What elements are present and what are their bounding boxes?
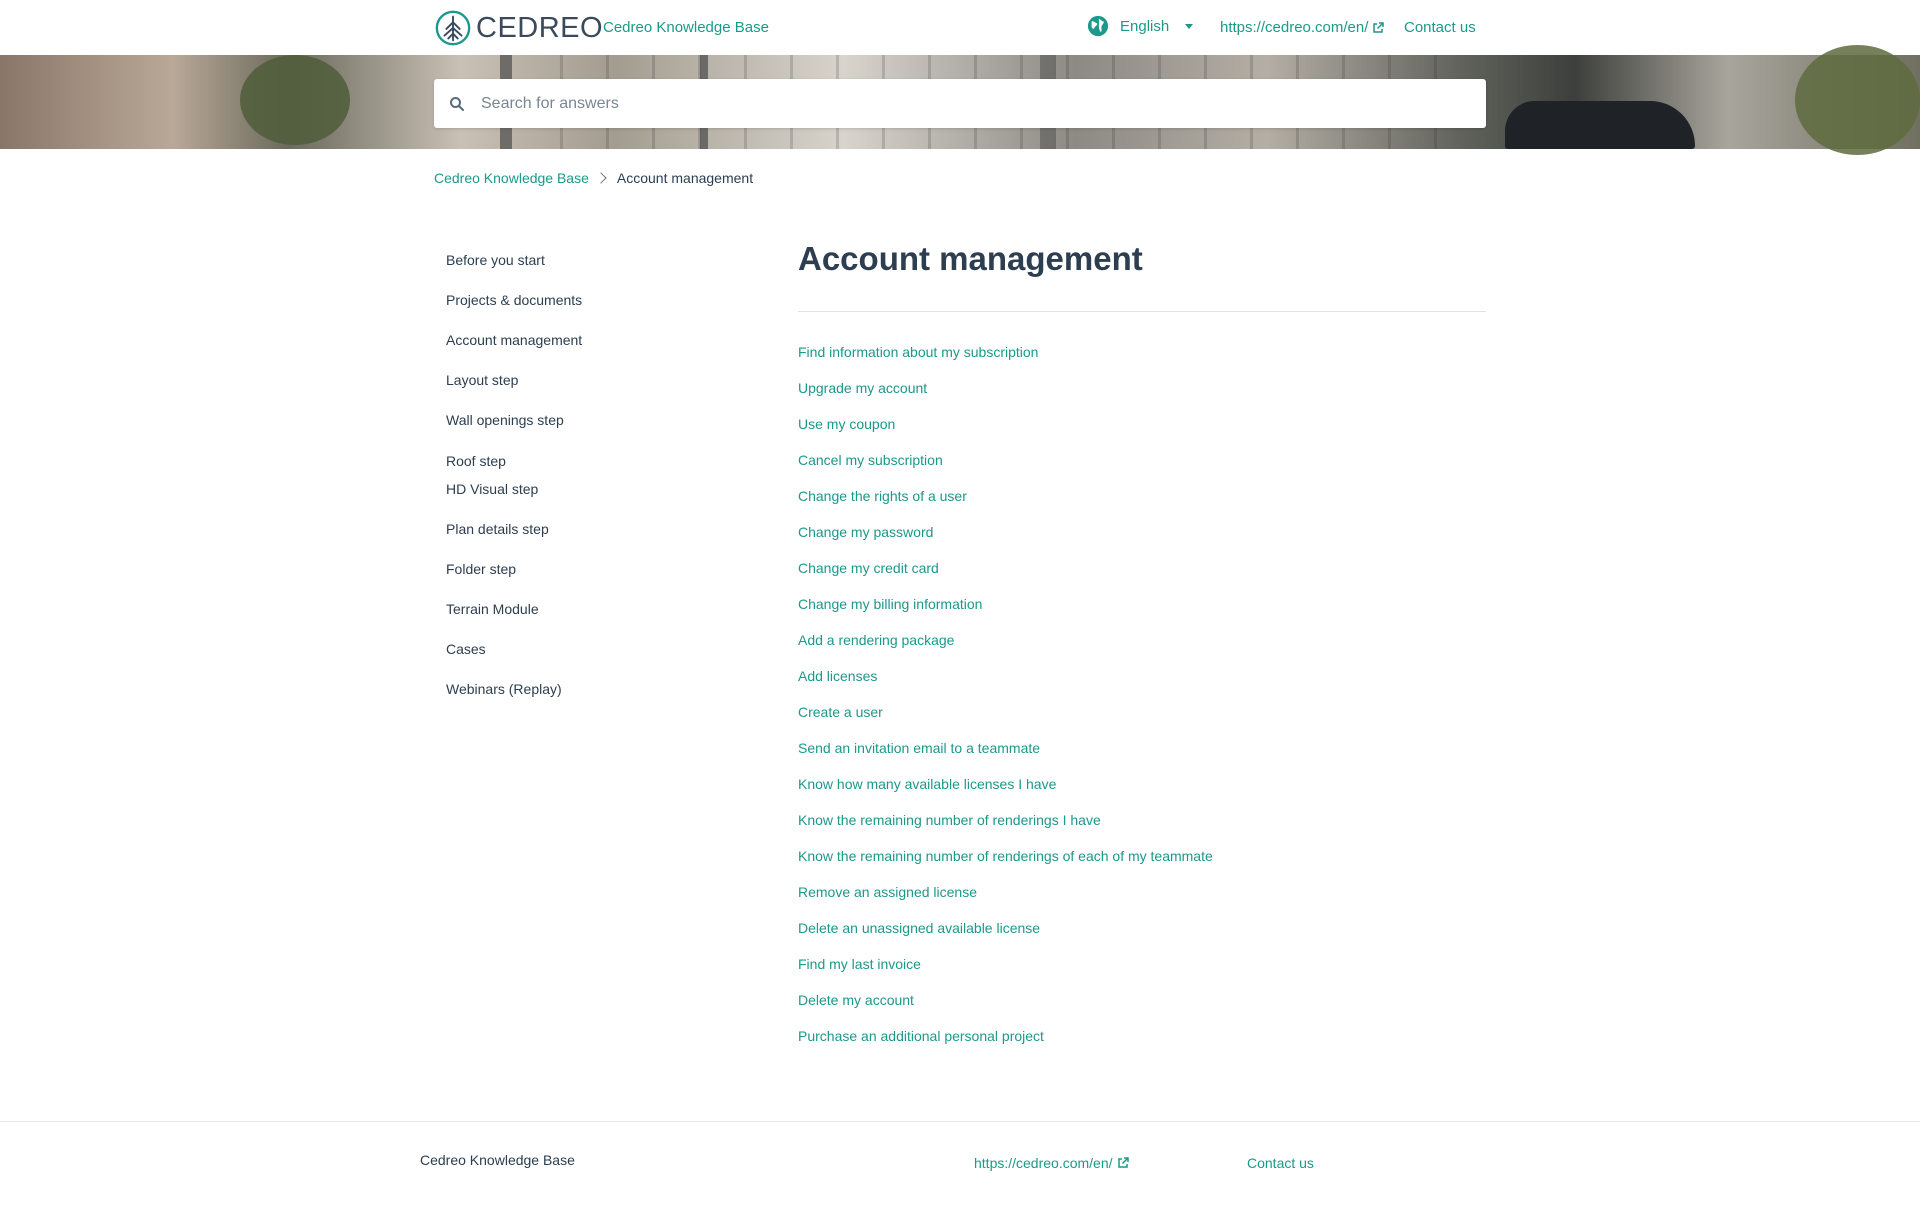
article-link[interactable]: Send an invitation email to a teammate — [798, 740, 1041, 756]
sidebar-item-plan-details-step[interactable]: Plan details step — [446, 521, 549, 537]
cedreo-site-link-label: https://cedreo.com/en/ — [1220, 19, 1369, 36]
article-link[interactable]: Know how many available licenses I have — [798, 776, 1057, 792]
chevron-right-icon — [595, 172, 606, 183]
sidebar-item-roof-step: Roof step — [446, 453, 506, 469]
article-link[interactable]: Know the remaining number of renderings I have — [798, 812, 1101, 828]
sidebar-item-terrain-module[interactable]: Terrain Module — [446, 601, 539, 617]
page-title: Account management — [798, 240, 1143, 277]
breadcrumb-home-link[interactable]: Cedreo Knowledge Base — [434, 170, 589, 186]
sidebar-item-webinars-replay[interactable]: Webinars (Replay) — [446, 681, 562, 697]
sidebar-item-cases[interactable]: Cases — [446, 641, 486, 657]
article-link[interactable]: Upgrade my account — [798, 380, 928, 396]
language-label: English — [1120, 17, 1170, 35]
hero-tree-decoration — [1795, 45, 1920, 155]
cedreo-tree-logo-icon — [434, 9, 472, 47]
article-link[interactable]: Know the remaining number of renderings of each of my teammate — [798, 848, 1213, 864]
knowledge-base-home-link[interactable]: Cedreo Knowledge Base — [603, 19, 769, 36]
globe-icon — [1087, 15, 1109, 37]
article-link[interactable]: Delete an unassigned available license — [798, 920, 1041, 936]
article-link[interactable]: Purchase an additional personal project — [798, 1028, 1044, 1044]
search-icon — [449, 96, 465, 112]
article-link[interactable]: Remove an assigned license — [798, 884, 977, 900]
external-link-icon — [1117, 1157, 1129, 1169]
article-link[interactable]: Use my coupon — [798, 416, 896, 432]
sidebar-item-roof-step-clipped[interactable] — [446, 453, 646, 469]
article-link[interactable]: Find information about my subscription — [798, 344, 1039, 360]
breadcrumb-current: Account management — [616, 170, 754, 186]
language-selector[interactable] — [1087, 15, 1193, 37]
article-link[interactable]: Find my last invoice — [798, 956, 921, 972]
caret-down-icon — [1185, 24, 1193, 29]
article-link[interactable]: Change my password — [798, 524, 934, 540]
sidebar-item-account-management[interactable]: Account management — [446, 332, 583, 348]
breadcrumb — [434, 170, 753, 186]
cedreo-logo-text: CEDREO — [476, 11, 604, 44]
article-link[interactable]: Change the rights of a user — [798, 488, 967, 504]
article-link[interactable]: Change my billing information — [798, 596, 983, 612]
footer-contact-link[interactable]: Contact us — [1247, 1155, 1314, 1171]
sidebar-item-projects-documents[interactable]: Projects & documents — [446, 292, 583, 308]
sidebar-item-folder-step[interactable]: Folder step — [446, 561, 517, 577]
article-link[interactable]: Add licenses — [798, 668, 878, 684]
sidebar-item-hd-visual-step[interactable]: HD Visual step — [446, 481, 539, 497]
top-nav-bar — [0, 0, 1920, 55]
search-input[interactable] — [479, 94, 1463, 114]
cedreo-logo[interactable] — [434, 8, 603, 48]
sidebar-item-before-you-start[interactable]: Before you start — [446, 252, 545, 268]
search-box[interactable] — [434, 79, 1486, 128]
external-link-icon — [1372, 22, 1384, 34]
article-link[interactable]: Create a user — [798, 704, 883, 720]
footer-title: Cedreo Knowledge Base — [420, 1152, 575, 1168]
article-link[interactable]: Delete my account — [798, 992, 914, 1008]
footer-site-link-label: https://cedreo.com/en/ — [974, 1155, 1113, 1171]
footer — [0, 1121, 1920, 1222]
article-link[interactable]: Add a rendering package — [798, 632, 955, 648]
footer-site-link[interactable] — [974, 1155, 1129, 1171]
title-divider — [798, 311, 1486, 312]
cedreo-site-link[interactable] — [1220, 19, 1384, 36]
article-link[interactable]: Change my credit card — [798, 560, 939, 576]
hero-tree-decoration — [240, 55, 350, 145]
article-link[interactable]: Cancel my subscription — [798, 452, 943, 468]
sidebar-item-wall-openings-step[interactable]: Wall openings step — [446, 412, 564, 428]
contact-us-link[interactable]: Contact us — [1404, 19, 1476, 36]
sidebar-item-layout-step[interactable]: Layout step — [446, 372, 519, 388]
hero-car-decoration — [1505, 101, 1695, 149]
